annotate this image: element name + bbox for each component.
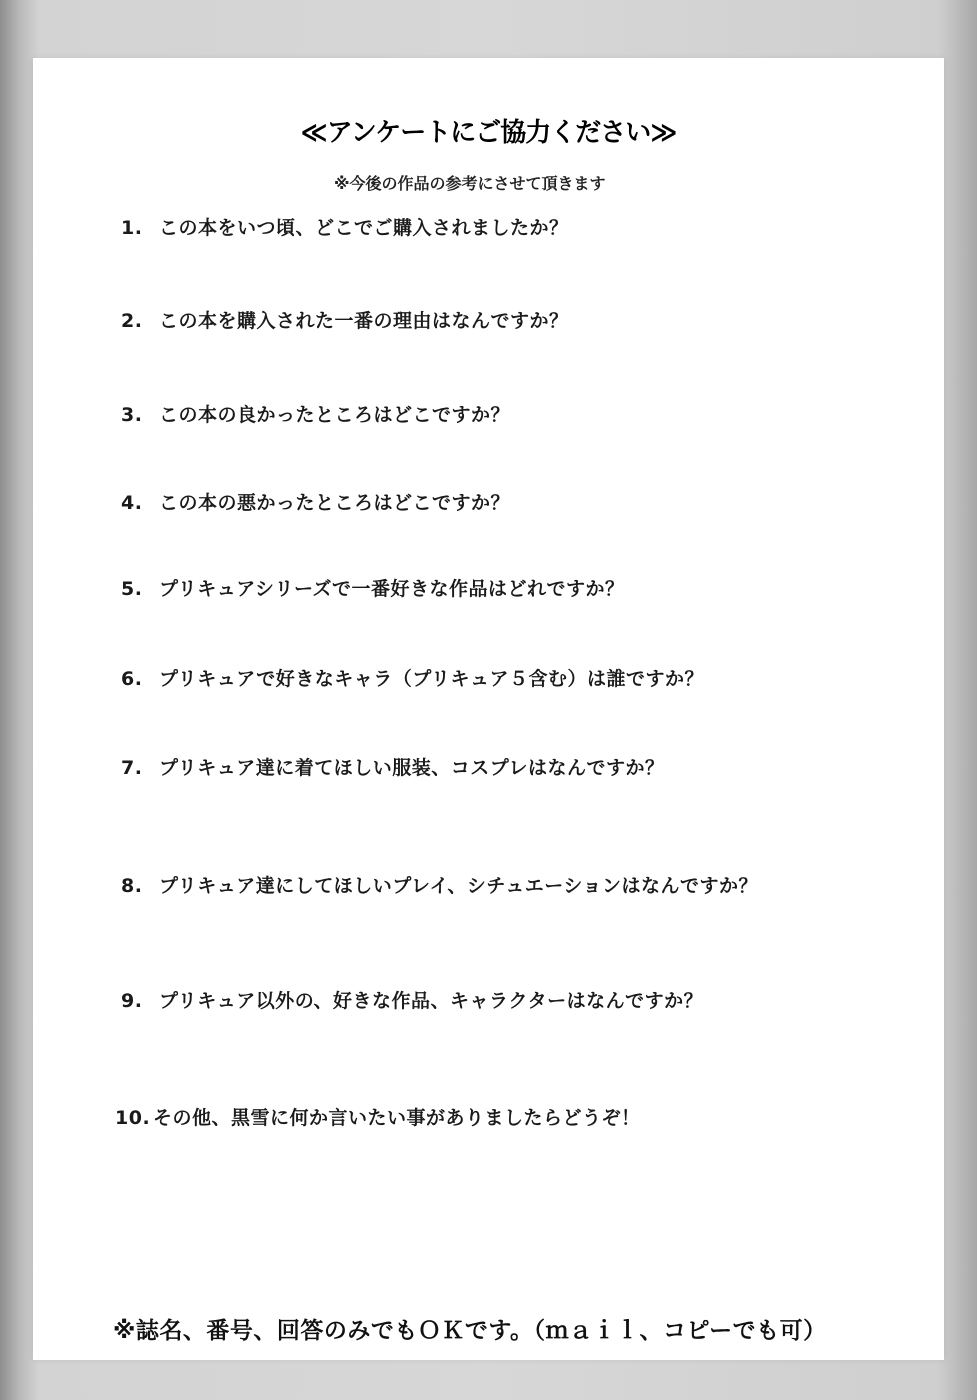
question-text: プリキュア達に着てほしい服装、コスプレはなんですか？	[159, 757, 665, 779]
question-8	[121, 877, 758, 896]
question-text: プリキュアシリーズで一番好きな作品はどれですか？	[159, 578, 625, 600]
question-7	[121, 759, 664, 778]
question-9	[121, 992, 703, 1011]
question-number: 7.	[121, 757, 143, 779]
question-text: この本を購入された一番の理由はなんですか？	[159, 310, 569, 332]
question-10	[115, 1109, 641, 1128]
survey-sheet	[33, 58, 944, 1360]
question-number: 2.	[121, 310, 143, 332]
question-2	[121, 312, 569, 331]
question-number: 9.	[121, 990, 143, 1012]
question-number: 1.	[121, 217, 143, 239]
question-text: この本の悪かったところはどこですか？	[159, 492, 511, 514]
question-number: 5.	[121, 578, 143, 600]
question-number: 3.	[121, 404, 143, 426]
question-text: プリキュアで好きなキャラ（プリキュア５含む）は誰ですか？	[159, 668, 705, 690]
question-1	[121, 219, 569, 238]
question-text: プリキュア以外の、好きな作品、キャラクターはなんですか？	[159, 990, 704, 1012]
question-text: この本の良かったところはどこですか？	[159, 404, 511, 426]
question-number: 4.	[121, 492, 143, 514]
question-number: 10.	[115, 1107, 151, 1129]
question-number: 8.	[121, 875, 143, 897]
question-6	[121, 670, 704, 689]
question-5	[121, 580, 625, 599]
survey-title: ≪アンケートにご協力ください≫	[300, 118, 677, 148]
question-3	[121, 406, 510, 425]
question-number: 6.	[121, 668, 143, 690]
question-4	[121, 494, 510, 513]
survey-subtitle: ※今後の作品の参考にさせて頂きます	[334, 174, 606, 193]
question-text: この本をいつ頃、どこでご購入されましたか？	[159, 217, 569, 239]
question-text: その他、黒雪に何か言いたい事がありましたらどうぞ！	[153, 1107, 641, 1129]
footer-note: ※誌名、番号、回答のみでもＯＫです。（ｍａｉｌ、コピーでも可）	[113, 1318, 827, 1344]
question-text: プリキュア達にしてほしいプレイ、シチュエーションはなんですか？	[159, 875, 758, 897]
